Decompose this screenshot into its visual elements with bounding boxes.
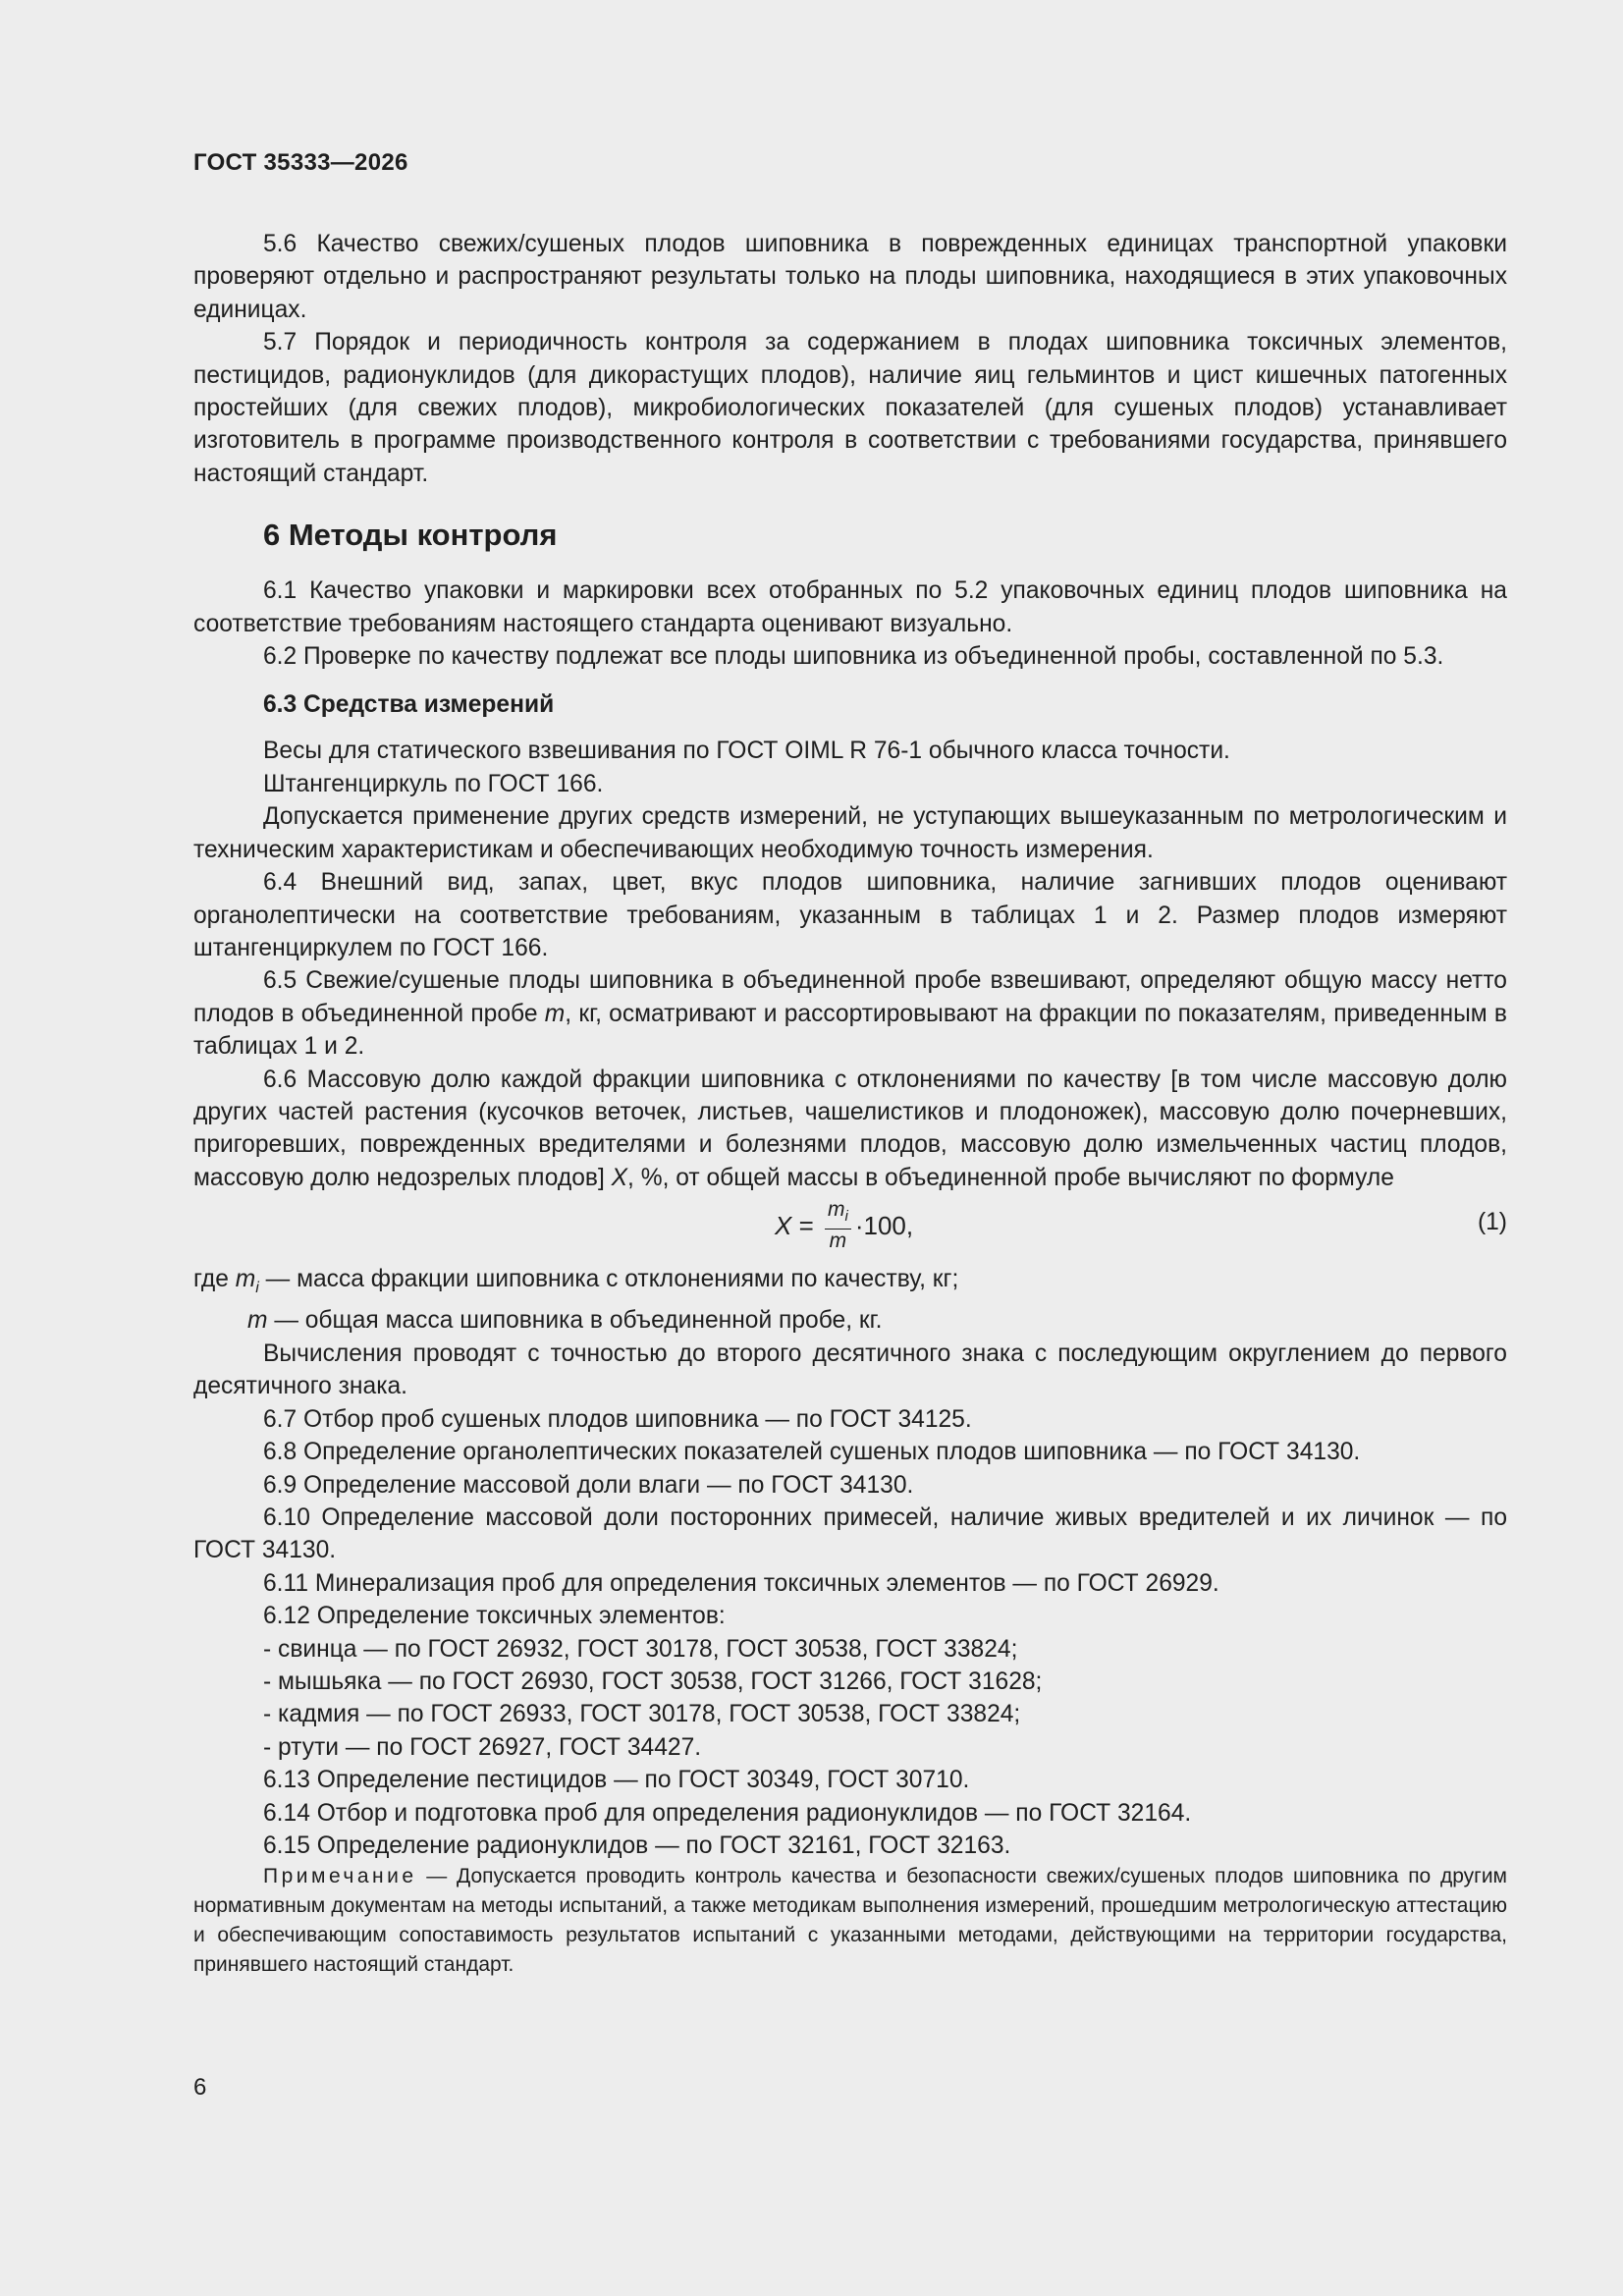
equation-number: (1) <box>1477 1209 1507 1236</box>
legend-subscript-i: i <box>255 1280 259 1297</box>
paragraph-6-3-caliper: Штангенциркуль по ГОСТ 166. <box>263 770 604 797</box>
list-item-cadmium: - кадмия — по ГОСТ 26933, ГОСТ 30178, ГОСТ 30538, ГОСТ 33824; <box>263 1701 1021 1728</box>
paragraph-6-2: 6.2 Проверке по качеству подлежат все плоды шиповника из объединенной пробы, составленной по 5.3. <box>263 643 1444 671</box>
paragraph-6-15: 6.15 Определение радионуклидов — по ГОСТ 32161, ГОСТ 32163. <box>263 1831 1011 1859</box>
formula-numerator <box>825 1198 851 1230</box>
formula-denominator <box>827 1230 850 1253</box>
formula-lhs: X <box>775 1210 792 1240</box>
list-item-mercury: - ртути — по ГОСТ 26927, ГОСТ 34427. <box>263 1733 702 1761</box>
section-title-6: 6 Методы контроля <box>263 518 558 553</box>
paragraph-calculation: Вычисления проводят с точностью до второго десятичного знака с последующим округлением до первого десятичного знака. <box>193 1339 1507 1400</box>
paragraph-6-5 <box>193 964 1507 1063</box>
note-text: — Допускается проводить контроль качества и безопасности свежих/сушеных плодов шиповника по другим нормативным документам на методы испытаний, а также методикам выполнения измерений, прошедшим метрологическую аттестацию и обеспечивающим сопоставимость результатов испытаний с указанными методами, действующими на территории государства, принявшего настоящий стандарт. <box>193 1865 1507 1977</box>
note-label: Примечание <box>263 1865 417 1888</box>
paragraph-5-6: 5.6 Качество свежих/сушеных плодов шиповника в поврежденных единицах транспортной упаковки проверяют отдельно и распространяют результаты только на плоды шиповника, находящиеся в этих упаковочных единицах. <box>193 231 1507 323</box>
formula-equals: = <box>791 1210 821 1240</box>
symbol-m: m <box>544 1000 566 1027</box>
formula-block <box>193 1194 1507 1255</box>
paragraph-6-5-text-a: 6.5 Свежие/сушеные плоды шиповника в объединенной пробе взвешивают, определяют общую массу нетто плодов в объединенной пробе <box>193 967 1507 1027</box>
legend-lead: где <box>193 1266 229 1293</box>
legend-row-mi <box>193 1263 1507 1304</box>
paragraph-6-6-text-a: 6.6 Массовую долю каждой фракции шиповника с отклонениями по качеству [в том числе массовую долю других частей растения (кусочков веточек, листьев, чашелистиков и плодоножек), массовую долю почерневших, пригоревших, поврежденных вредителями и болезнями плодов, массовую долю измельченных частиц плодов, массовую долю недозрелых плодов] <box>193 1066 1507 1191</box>
formula-fraction <box>825 1198 851 1253</box>
formula-rhs: ·100, <box>854 1210 914 1240</box>
symbol-x: X <box>611 1164 628 1191</box>
numerator-subscript: i <box>844 1208 848 1226</box>
paragraph-6-9: 6.9 Определение массовой доли влаги — по ГОСТ 34130. <box>263 1471 914 1499</box>
legend-symbol-mi: m <box>235 1266 256 1293</box>
paragraph-6-14: 6.14 Отбор и подготовка проб для определения радионуклидов — по ГОСТ 32164. <box>263 1799 1192 1827</box>
document-code-header: ГОСТ 35333—2026 <box>193 149 408 176</box>
formula <box>775 1198 913 1253</box>
paragraph-6-8: 6.8 Определение органолептических показателей сушеных плодов шиповника — по ГОСТ 34130. <box>263 1439 1361 1466</box>
document-body <box>193 228 1507 1980</box>
paragraph-6-1: 6.1 Качество упаковки и маркировки всех отобранных по 5.2 упаковочных единиц плодов шиповника на соответствие требованиям настоящего стандарта оценивают визуально. <box>193 577 1507 637</box>
subsection-title-6-3: 6.3 Средства измерений <box>263 691 555 719</box>
legend-text-mi: — масса фракции шиповника с отклонениями по качеству, кг; <box>258 1266 959 1293</box>
paragraph-6-12: 6.12 Определение токсичных элементов: <box>263 1603 726 1630</box>
page-number: 6 <box>193 2074 207 2101</box>
paragraph-6-6 <box>193 1064 1507 1195</box>
denominator-symbol: m <box>829 1230 847 1253</box>
formula-legend <box>193 1263 1507 1338</box>
paragraph-6-5-text-b: , кг, осматривают и рассортировывают на фракции по показателям, приведенным в таблицах 1 и 2. <box>193 1000 1507 1061</box>
numerator-symbol: m <box>827 1198 845 1222</box>
list-item-arsenic: - мышьяка — по ГОСТ 26930, ГОСТ 30538, ГОСТ 31266, ГОСТ 31628; <box>263 1667 1043 1695</box>
legend-row-m <box>193 1304 1507 1337</box>
legend-text-m: — общая масса шиповника в объединенной пробе, кг. <box>267 1307 883 1335</box>
paragraph-6-6-text-b: , %, от общей массы в объединенной пробе вычисляют по формуле <box>627 1164 1394 1191</box>
paragraph-5-7: 5.7 Порядок и периодичность контроля за содержанием в плодах шиповника токсичных элементов, пестицидов, радионуклидов (для дикорастущих плодов), наличие яиц гельминтов и цист кишечных патогенных простейших (для свежих плодов), микробиологических показателей (для сушеных плодов) устанавливает изготовитель в программе производственного контроля в соответствии с требованиями государства, принявшего настоящий стандарт. <box>193 329 1507 487</box>
list-item-lead: - свинца — по ГОСТ 26932, ГОСТ 30178, ГОСТ 30538, ГОСТ 33824; <box>263 1635 1018 1663</box>
paragraph-6-10: 6.10 Определение массовой доли посторонних примесей, наличие живых вредителей и их личинок — по ГОСТ 34130. <box>193 1503 1507 1564</box>
paragraph-6-3-other: Допускается применение других средств измерений, не уступающих вышеуказанным по метрологическим и техническим характеристикам и обеспечивающих необходимую точность измерения. <box>193 803 1507 863</box>
paragraph-6-7: 6.7 Отбор проб сушеных плодов шиповника — по ГОСТ 34125. <box>263 1405 972 1433</box>
paragraph-6-13: 6.13 Определение пестицидов — по ГОСТ 30349, ГОСТ 30710. <box>263 1767 970 1794</box>
legend-symbol-m: m <box>247 1307 268 1335</box>
paragraph-6-11: 6.11 Минерализация проб для определения токсичных элементов — по ГОСТ 26929. <box>263 1569 1219 1597</box>
paragraph-6-3-scales: Весы для статического взвешивания по ГОСТ OIML R 76-1 обычного класса точности. <box>263 738 1230 765</box>
paragraph-6-4: 6.4 Внешний вид, запах, цвет, вкус плодов шиповника, наличие загнивших плодов оценивают органолептически на соответствие требованиям, указанным в таблицах 1 и 2. Размер плодов измеряют штангенциркулем по ГОСТ 166. <box>193 869 1507 961</box>
note <box>193 1862 1507 1980</box>
